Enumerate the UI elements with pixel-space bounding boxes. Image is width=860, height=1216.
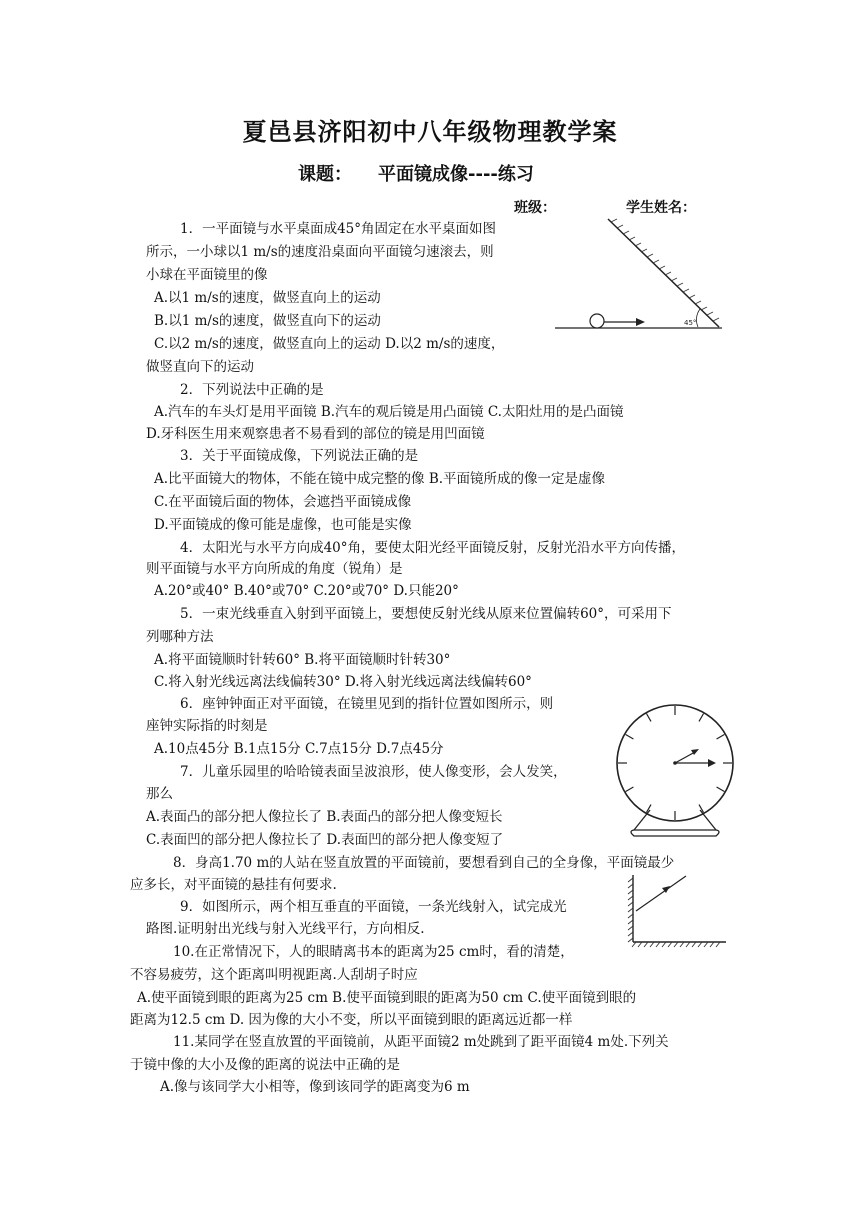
lesson-subject <box>298 160 534 186</box>
mirror-hatch <box>674 942 678 947</box>
q3-options-ab: A.比平面镜大的物体，不能在镜中成完整的像 B.平面镜所成的像一定是虚像 <box>154 471 606 487</box>
q9-line-2: 路图.证明射出光线与射入光线平行，方向相反. <box>146 921 425 937</box>
subject-label: 课题： <box>298 164 352 185</box>
q11-line-2: 于镜中像的大小及像的距离的说法中正确的是 <box>130 1057 400 1073</box>
mirror-hatch <box>628 896 633 900</box>
q3-stem: 3．关于平面镜成像，下列说法正确的是 <box>180 448 419 464</box>
q5-options-ab: A.将平面镜顺时针转60° B.将平面镜顺时针转30° <box>154 652 451 668</box>
mirror-hatch <box>704 942 708 947</box>
q10-options-abc: A.使平面镜到眼的距离为25 cm B.使平面镜到眼的距离为50 cm C.使平面镜到眼的 <box>137 990 637 1006</box>
q4-line-2: 则平面镜与水平方向所成的角度（锐角）是 <box>146 561 403 577</box>
q6-line-2: 座钟实际指的时刻是 <box>146 718 268 734</box>
q1-option-a: A.以1 m/s的速度，做竖直向上的运动 <box>154 290 381 306</box>
mirror-hatch <box>628 938 633 942</box>
mirror-hatch <box>656 942 660 947</box>
mirror-hatch <box>644 942 648 947</box>
mirror-hatch <box>628 920 633 924</box>
mirror-hatch <box>628 926 633 930</box>
mirror-hatch <box>628 884 633 888</box>
mirror-hatch <box>628 878 633 882</box>
mirror-hatch <box>668 942 672 947</box>
q9-line-1: 9．如图所示，两个相互垂直的平面镜，一条光线射入，试完成光 <box>180 899 567 915</box>
q2-stem: 2．下列说法中正确的是 <box>180 382 324 398</box>
q10-line-2: 不容易疲劳，这个距离叫明视距离.人刮胡子时应 <box>130 967 418 983</box>
q1-line-3: 小球在平面镜里的像 <box>146 267 268 283</box>
mirror-hatch <box>680 942 684 947</box>
mirror-hatch <box>662 942 666 947</box>
q10-options-cd: 距离为12.5 cm D. 因为像的大小不变，所以平面镜到眼的距离远近都一样 <box>130 1012 573 1028</box>
mirror-hatch <box>686 942 690 947</box>
mirror-hatch <box>628 908 633 912</box>
mirror-hatch <box>628 890 633 894</box>
mirror-hatch <box>632 942 636 947</box>
mirror-hatch <box>710 942 714 947</box>
mirror-hatch <box>638 942 642 947</box>
q8-line-1: 8．身高1.70 m的人站在竖直放置的平面镜前，要想看到自己的全身像，平面镜最少 <box>173 855 675 871</box>
q2-options-abc: A.汽车的车头灯是用平面镜 B.汽车的观后镜是用凸面镜 C.太阳灶用的是凸面镜 <box>154 404 624 420</box>
mirror-hatch <box>628 914 633 918</box>
q2-option-d: D.牙科医生用来观察患者不易看到的部位的镜是用凹面镜 <box>146 426 485 442</box>
q5-line-1: 5．一束光线垂直入射到平面镜上，要想使反射光线从原来位置偏转60°，可采用下 <box>180 606 672 622</box>
q1-option-d-cont: 做竖直向下的运动 <box>146 359 254 375</box>
student-name-label: 学生姓名： <box>626 200 696 216</box>
mirror-hatch <box>698 942 702 947</box>
ball-icon <box>590 314 604 328</box>
angle-label: 45° <box>684 319 697 327</box>
q11-option-a: A.像与该同学大小相等，像到该同学的距离变为6 m <box>160 1079 470 1095</box>
q11-line-1: 11.某同学在竖直放置的平面镜前，从距平面镜2 m处跳到了距平面镜4 m处.下列关 <box>173 1034 669 1050</box>
mirror-45-figure <box>552 214 727 336</box>
q3-option-c: C.在平面镜后面的物体，会遮挡平面镜成像 <box>154 494 412 510</box>
mirror-hatch <box>716 942 720 947</box>
q1-line-1: 1．一平面镜与水平桌面成45°角固定在水平桌面如图 <box>180 221 497 237</box>
q5-line-2: 列哪种方法 <box>146 629 214 645</box>
q4-options: A.20°或40° B.40°或70° C.20°或70° D.只能20° <box>154 583 459 599</box>
mirror-hatch <box>628 902 633 906</box>
clock-figure <box>612 700 738 840</box>
q1-line-2: 所示，一小球以1 m/s的速度沿桌面向平面镜匀速滚去，则 <box>146 244 494 260</box>
q3-option-d: D.平面镜成的像可能是虚像，也可能是实像 <box>154 517 412 533</box>
mirror-hatch <box>650 942 654 947</box>
page-title: 夏邑县济阳初中八年级物理教学案 <box>242 118 618 146</box>
q4-line-1: 4．太阳光与水平方向成40°角，要使太阳光经平面镜反射，反射光沿水平方向传播， <box>180 540 686 556</box>
q8-line-2: 应多长，对平面镜的悬挂有何要求. <box>130 877 337 893</box>
q7-line-2: 那么 <box>146 786 173 802</box>
q5-options-cd: C.将入射光线远离法线偏转30° D.将入射光线远离法线偏转60° <box>154 674 532 690</box>
mirror-hatch <box>692 942 696 947</box>
perpendicular-mirrors-figure <box>626 872 730 948</box>
q6-options: A.10点45分 B.1点15分 C.7点15分 D.7点45分 <box>154 741 444 757</box>
class-label: 班级： <box>514 200 556 216</box>
subject-value: 平面镜成像----练习 <box>378 164 534 185</box>
q10-line-1: 10.在正常情况下，人的眼睛离书本的距离为25 cm时，看的清楚， <box>173 944 574 960</box>
q1-option-b: B.以1 m/s的速度，做竖直向下的运动 <box>154 313 381 329</box>
mirror-hatch <box>628 932 633 936</box>
q7-line-1: 7．儿童乐园里的哈哈镜表面呈波浪形，使人像变形，会人发笑， <box>180 764 567 780</box>
q6-line-1: 6．座钟钟面正对平面镜，在镜里见到的指针位置如图所示，则 <box>180 696 554 712</box>
q7-options-cd: C.表面凹的部分把人像拉长了 D.表面凹的部分把人像变短了 <box>146 832 504 848</box>
q7-options-ab: A.表面凸的部分把人像拉长了 B.表面凸的部分把人像变短长 <box>146 809 503 825</box>
q1-option-c-d: C.以2 m/s的速度，做竖直向上的运动 D.以2 m/s的速度， <box>154 336 505 352</box>
